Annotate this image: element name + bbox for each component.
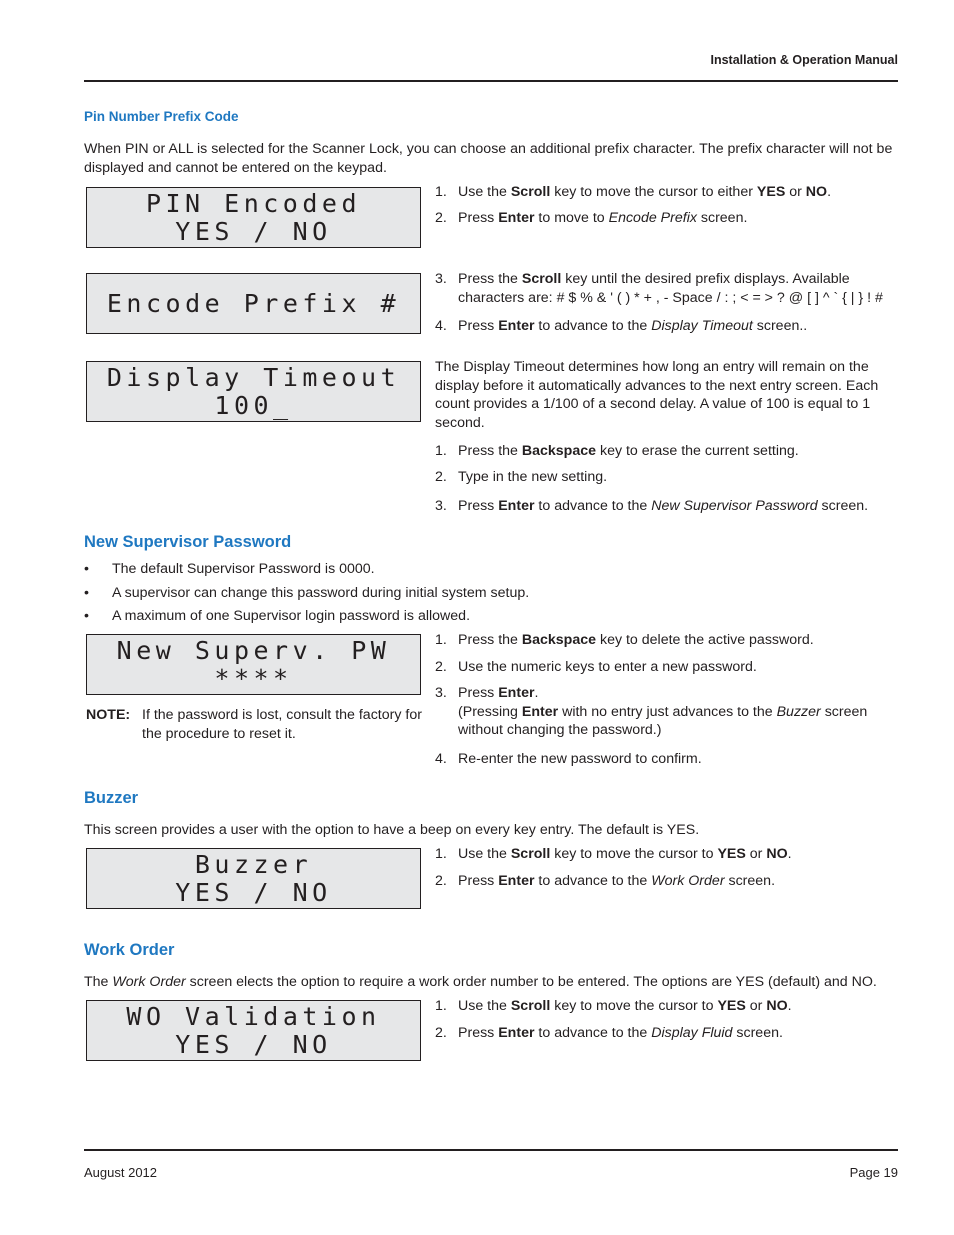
supervisor-bullet: • A supervisor can change this password during initial system setup.	[84, 585, 530, 601]
lcd-pin-encoded	[86, 187, 421, 248]
page-number: Page 19	[849, 1165, 898, 1180]
lcd-buzzer	[86, 848, 421, 909]
note-label: NOTE:	[86, 707, 131, 723]
lcd-line: YES / NO	[175, 1029, 332, 1059]
supervisor-step: 3. Press Enter. (Pressing Enter with no entry just advances to the Buzzer screen without changing the password.)	[435, 685, 868, 738]
buzzer-description: This screen provides a user with the option to have a beep on every key entry. The default is YES.	[84, 822, 700, 838]
lcd-display-timeout	[86, 361, 421, 422]
pin-step: 2. Press Enter to move to Encode Prefix screen.	[435, 210, 748, 226]
lcd-line: YES / NO	[175, 877, 332, 907]
note-text: If the password is lost, consult the factory for the procedure to reset it.	[142, 707, 422, 742]
work-order-heading: Work Order	[84, 941, 175, 959]
buzzer-step: 1. Use the Scroll key to move the cursor to YES or NO.	[435, 846, 792, 862]
lcd-line: ****	[214, 663, 293, 693]
lcd-line: 100_	[214, 390, 293, 420]
pin-prefix-intro: When PIN or ALL is selected for the Scanner Lock, you can choose an additional prefix character. The prefix character will not be displayed and cannot be entered on the keypad.	[84, 141, 893, 176]
lcd-line: PIN Encoded	[145, 188, 362, 218]
timeout-step: 2. Type in the new setting.	[435, 469, 608, 485]
lcd-line: YES / NO	[175, 216, 332, 246]
work-order-step: 1. Use the Scroll key to move the cursor to YES or NO.	[435, 998, 792, 1014]
supervisor-step: 2. Use the numeric keys to enter a new password.	[435, 659, 757, 675]
header-rule	[84, 80, 898, 82]
work-order-description: The Work Order screen elects the option to require a work order number to be entered. The options are YES (default) and NO.	[84, 974, 877, 990]
password-note	[86, 706, 434, 743]
buzzer-step: 2. Press Enter to advance to the Work Order screen.	[435, 873, 776, 889]
work-order-step: 2. Press Enter to advance to the Display Fluid screen.	[435, 1025, 783, 1041]
pin-prefix-heading: Pin Number Prefix Code	[84, 109, 239, 124]
lcd-line: New Superv. PW	[116, 635, 391, 665]
supervisor-heading: New Supervisor Password	[84, 533, 292, 551]
footer-date: August 2012	[84, 1165, 158, 1180]
buzzer-heading: Buzzer	[84, 789, 139, 807]
lcd-line: WO Validation	[126, 1001, 381, 1031]
lcd-new-superv-pw	[86, 634, 421, 695]
lcd-line: Encode Prefix #	[106, 288, 401, 318]
lcd-line: Display Timeout	[106, 362, 401, 392]
supervisor-bullet: • The default Supervisor Password is 0000.	[84, 561, 375, 577]
manual-title: Installation & Operation Manual	[710, 53, 898, 67]
lcd-encode-prefix	[86, 273, 421, 334]
prefix-step: 4. Press Enter to advance to the Display Timeout screen..	[435, 318, 808, 334]
supervisor-bullet: • A maximum of one Supervisor login password is allowed.	[84, 608, 471, 624]
pin-step: 1. Use the Scroll key to move the cursor to either YES or NO.	[435, 184, 832, 200]
timeout-step: 1. Press the Backspace key to erase the current setting.	[435, 443, 799, 459]
lcd-line: Buzzer	[194, 849, 313, 879]
lcd-wo-validation	[86, 1000, 421, 1061]
footer-rule	[84, 1149, 898, 1151]
supervisor-step: 4. Re-enter the new password to confirm.	[435, 751, 702, 767]
supervisor-step: 1. Press the Backspace key to delete the active password.	[435, 632, 814, 648]
timeout-description: The Display Timeout determines how long an entry will remain on the display before it automatically advances to the next entry screen. Each count provides a 1/100 of a second delay. A value of 100 is equal to 1 second.	[435, 359, 879, 431]
prefix-step: 3. Press the Scroll key until the desired prefix displays. Available characters are: # $ % & ' ( ) * + , - Space / : ; < = > ? @ [ ] ^ ` { | } ! #	[435, 271, 883, 306]
timeout-step: 3. Press Enter to advance to the New Supervisor Password screen.	[435, 498, 869, 514]
